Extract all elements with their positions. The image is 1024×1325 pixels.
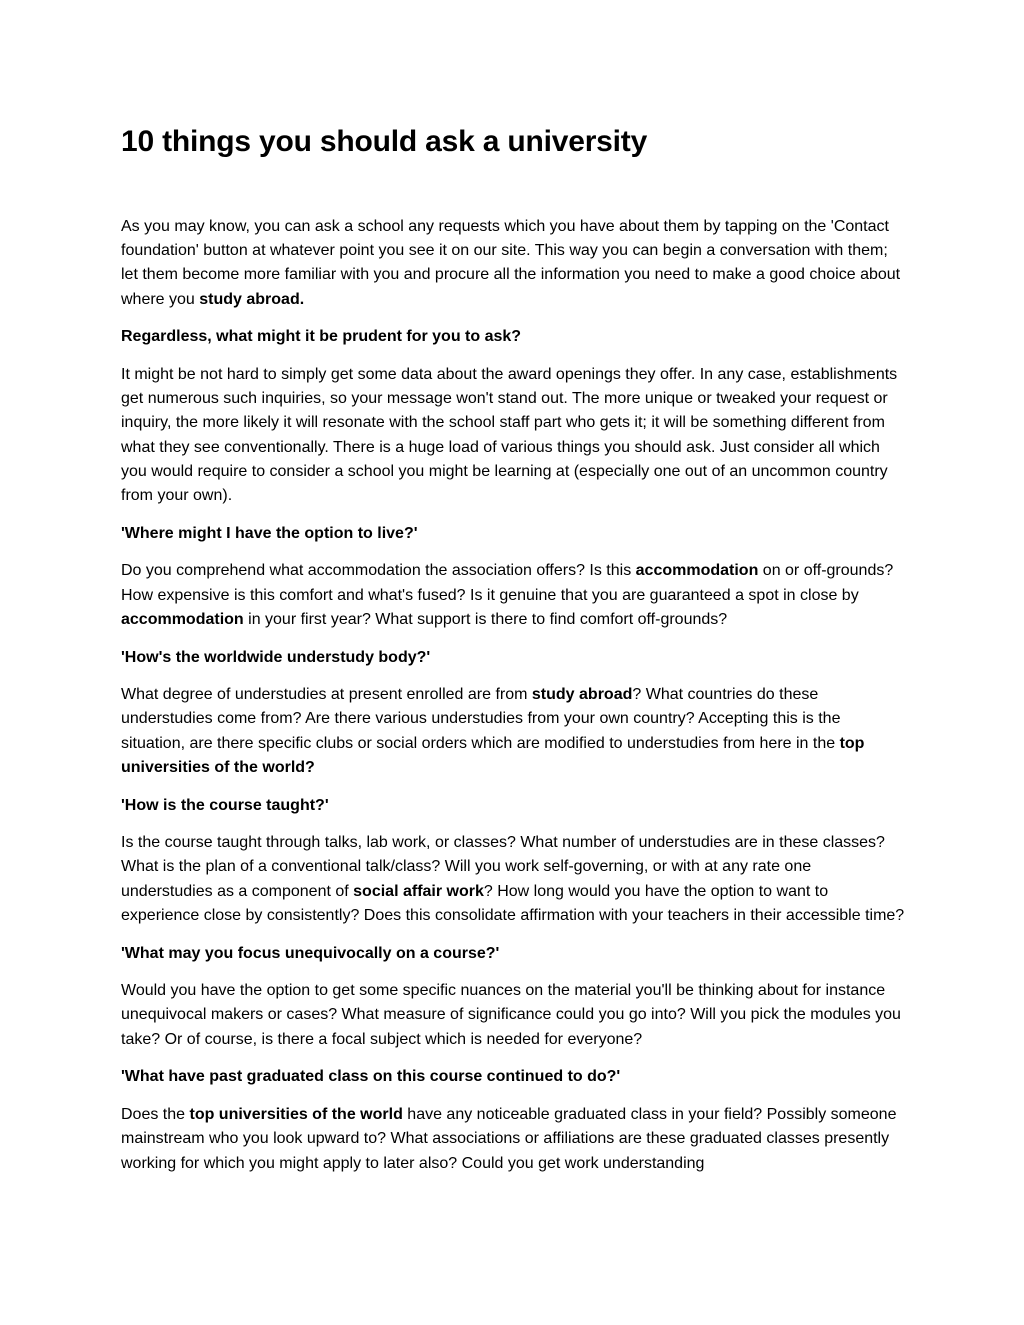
section-heading-student-body: 'How's the worldwide understudy body?' bbox=[121, 648, 431, 666]
section-heading-focus: 'What may you focus unequivocally on a course?' bbox=[121, 944, 500, 962]
text-run: have any noticeable graduated class in your field? Possibly someone mainstream who you look upward to? What associations or affiliations are these graduated classes presently working for which you might apply to later also? Could you get work understanding bbox=[121, 1106, 897, 1172]
bold-study-abroad: study abroad bbox=[531, 686, 633, 704]
section-paragraph-live bbox=[121, 559, 906, 632]
text-run: ? What countries do these understudies come from? Are there various understudies from your own country? Accepting this is the situation, are there specific clubs or social orders which are modified to understudies from here in the bbox=[121, 686, 841, 752]
page-title: 10 things you should ask a university bbox=[121, 125, 648, 158]
text-run: Does the bbox=[121, 1106, 190, 1124]
intro-bold-study-abroad: study abroad. bbox=[199, 290, 305, 308]
bold-social-affair-work: social affair work bbox=[353, 882, 484, 900]
section-heading-live: 'Where might I have the option to live?' bbox=[121, 524, 418, 542]
intro-paragraph bbox=[121, 215, 906, 312]
text-run: Is the course taught through talks, lab work, or classes? What number of understudies are in these classes? What is the plan of a conventional talk/class? Will you work self-governing, or with at any rate one understudies as a component of bbox=[121, 834, 885, 900]
text-run: on or off-grounds? How expensive is this comfort and what's fused? Is it genuine that you are guaranteed a spot in close by bbox=[121, 562, 894, 604]
section-paragraph-student-body bbox=[121, 683, 906, 780]
text-run: What degree of understudies at present enrolled are from bbox=[121, 686, 532, 704]
intro-text: As you may know, you can ask a school any requests which you have about them by tapping on the 'Contact foundation' button at whatever point you see it on our site. This way you can begin a conversation with them; let them become more familiar with you and procure all the information you need to make a good choice about where you bbox=[121, 218, 901, 308]
text-run: Do you comprehend what accommodation the association offers? Is this bbox=[121, 562, 636, 580]
bold-accommodation: accommodation bbox=[635, 562, 759, 580]
bold-top-universities: top universities of the world? bbox=[121, 734, 865, 776]
document-body bbox=[121, 215, 906, 1189]
section-paragraph-course-taught bbox=[121, 831, 906, 928]
section-heading-course-taught: 'How is the course taught?' bbox=[121, 796, 329, 814]
section-paragraph-graduates bbox=[121, 1103, 906, 1176]
section-heading-graduates: 'What have past graduated class on this course continued to do?' bbox=[121, 1068, 621, 1086]
text-run: ? How long would you have the option to want to experience close by consistently? Does this consolidate affirmation with your teachers in their accessible time? bbox=[121, 882, 905, 924]
section-paragraph-focus: Would you have the option to get some specific nuances on the material you'll be thinking about for instance unequivocal makers or cases? What measure of significance could you go into? Will you pick the modules you take? Or of course, is there a focal subject which is needed for everyone? bbox=[121, 982, 901, 1048]
bold-accommodation: accommodation bbox=[121, 610, 244, 628]
section-heading-prudent: Regardless, what might it be prudent for you to ask? bbox=[121, 328, 522, 346]
section-paragraph-prudent: It might be not hard to simply get some data about the award openings they offer. In any case, establishments get numerous such inquiries, so your message won't stand out. The more unique or tweaked your request or inquiry, the more likely it will resonate with the school staff part who gets it; it will be something different from what they see conventionally. There is a huge load of various things you should ask. Just consider all which you would require to consider a school you might be learning at (especially one out of an uncommon country from your own). bbox=[121, 366, 898, 505]
bold-top-universities: top universities of the world bbox=[189, 1106, 403, 1124]
text-run: in your first year? What support is there to find comfort off-grounds? bbox=[243, 610, 728, 628]
